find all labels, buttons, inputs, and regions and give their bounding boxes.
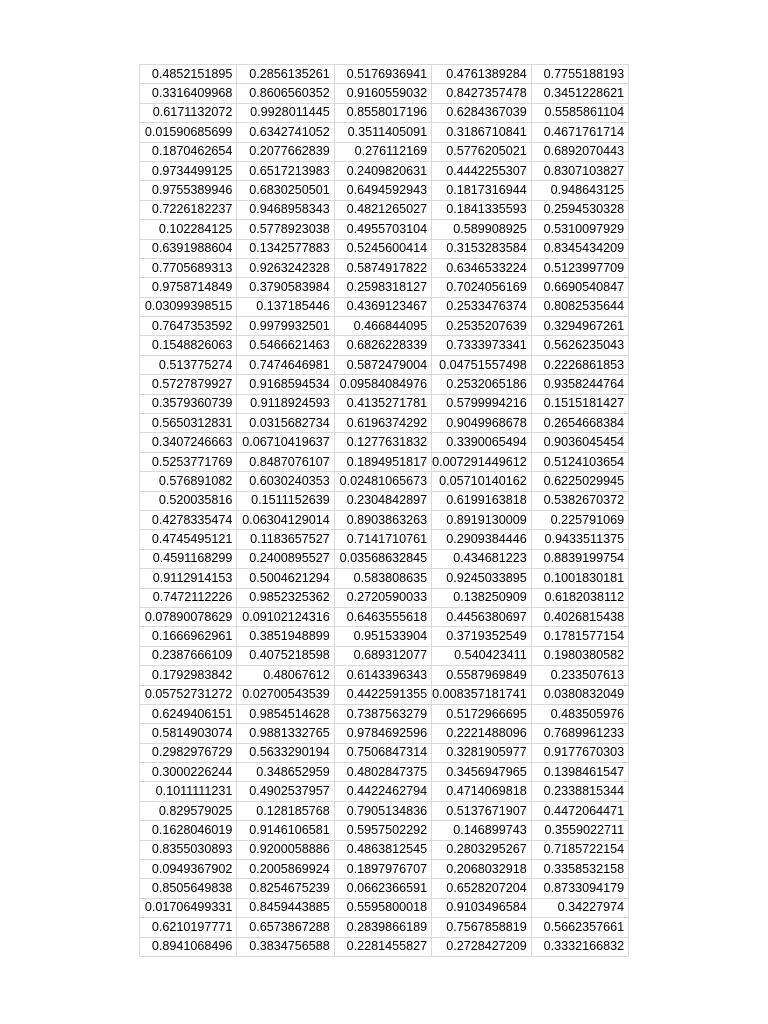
table-cell: 0.4955703104 xyxy=(334,220,431,239)
table-row xyxy=(140,724,629,743)
table-cell: 0.7689961233 xyxy=(531,724,628,743)
table-cell: 0.5776205021 xyxy=(432,142,532,161)
table-cell: 0.1515181427 xyxy=(531,394,628,413)
table-cell: 0.6517213983 xyxy=(237,161,334,180)
table-cell: 0.5245600414 xyxy=(334,239,431,258)
table-row xyxy=(140,607,629,626)
table-cell: 0.9852325362 xyxy=(237,588,334,607)
table-cell: 0.8606560352 xyxy=(237,84,334,103)
table-cell: 0.9200058886 xyxy=(237,840,334,859)
table-cell: 0.233507613 xyxy=(531,666,628,685)
table-cell: 0.5004621294 xyxy=(237,569,334,588)
table-cell: 0.2720590033 xyxy=(334,588,431,607)
table-cell: 0.6284367039 xyxy=(432,103,532,122)
table-cell: 0.7506847314 xyxy=(334,743,431,762)
table-cell: 0.5633290194 xyxy=(237,743,334,762)
table-cell: 0.951533904 xyxy=(334,627,431,646)
table-cell: 0.948643125 xyxy=(531,181,628,200)
table-cell: 0.5595800018 xyxy=(334,898,431,917)
table-row xyxy=(140,123,629,142)
table-cell: 0.6826228339 xyxy=(334,336,431,355)
table-cell: 0.9784692596 xyxy=(334,724,431,743)
table-cell: 0.9755389946 xyxy=(140,181,237,200)
table-cell: 0.583808635 xyxy=(334,569,431,588)
table-cell: 0.9177670303 xyxy=(531,743,628,762)
table-row xyxy=(140,375,629,394)
table-cell: 0.9979932501 xyxy=(237,317,334,336)
table-row xyxy=(140,937,629,956)
table-cell: 0.4902537957 xyxy=(237,782,334,801)
table-cell: 0.02481065673 xyxy=(334,472,431,491)
table-cell: 0.3559022711 xyxy=(531,821,628,840)
table-cell: 0.007291449612 xyxy=(432,452,532,471)
table-cell: 0.7226182237 xyxy=(140,200,237,219)
table-cell: 0.7567858819 xyxy=(432,918,532,937)
table-cell: 0.5662357661 xyxy=(531,918,628,937)
table-row xyxy=(140,142,629,161)
table-cell: 0.3332166832 xyxy=(531,937,628,956)
table-cell: 0.7647353592 xyxy=(140,317,237,336)
table-cell: 0.4821265027 xyxy=(334,200,431,219)
table-row xyxy=(140,161,629,180)
table-cell: 0.2594530328 xyxy=(531,200,628,219)
table-cell: 0.5172966695 xyxy=(432,704,532,723)
table-cell: 0.4369123467 xyxy=(334,297,431,316)
table-row xyxy=(140,782,629,801)
table-cell: 0.5137671907 xyxy=(432,801,532,820)
table-cell: 0.1398461547 xyxy=(531,763,628,782)
table-cell: 0.3456947965 xyxy=(432,763,532,782)
table-cell: 0.5778923038 xyxy=(237,220,334,239)
table-cell: 0.5872479004 xyxy=(334,355,431,374)
table-cell: 0.1548826063 xyxy=(140,336,237,355)
table-cell: 0.0662366591 xyxy=(334,879,431,898)
table-cell: 0.5466621463 xyxy=(237,336,334,355)
table-cell: 0.8082535644 xyxy=(531,297,628,316)
table-cell: 0.3407246663 xyxy=(140,433,237,452)
table-cell: 0.2005869924 xyxy=(237,860,334,879)
table-cell: 0.6494592943 xyxy=(334,181,431,200)
table-cell: 0.4745495121 xyxy=(140,530,237,549)
data-table xyxy=(139,64,629,957)
table-cell: 0.4026815438 xyxy=(531,607,628,626)
table-cell: 0.5626235043 xyxy=(531,336,628,355)
table-cell: 0.03568632845 xyxy=(334,549,431,568)
table-cell: 0.6342741052 xyxy=(237,123,334,142)
table-cell: 0.5382670372 xyxy=(531,491,628,510)
table-cell: 0.483505976 xyxy=(531,704,628,723)
table-cell: 0.01706499331 xyxy=(140,898,237,917)
table-cell: 0.276112169 xyxy=(334,142,431,161)
table-cell: 0.9103496584 xyxy=(432,898,532,917)
table-cell: 0.4591168299 xyxy=(140,549,237,568)
table-row xyxy=(140,491,629,510)
table-cell: 0.2281455827 xyxy=(334,937,431,956)
table-cell: 0.5123997709 xyxy=(531,258,628,277)
table-cell: 0.520035816 xyxy=(140,491,237,510)
table-row xyxy=(140,200,629,219)
table-cell: 0.128185768 xyxy=(237,801,334,820)
table-cell: 0.1666962961 xyxy=(140,627,237,646)
table-cell: 0.3834756588 xyxy=(237,937,334,956)
table-row xyxy=(140,646,629,665)
table-cell: 0.5124103654 xyxy=(531,452,628,471)
table-row xyxy=(140,220,629,239)
table-cell: 0.9160559032 xyxy=(334,84,431,103)
table-cell: 0.2598318127 xyxy=(334,278,431,297)
table-cell: 0.06710419637 xyxy=(237,433,334,452)
table-cell: 0.9118924593 xyxy=(237,394,334,413)
table-row xyxy=(140,743,629,762)
table-cell: 0.1277631832 xyxy=(334,433,431,452)
table-row xyxy=(140,510,629,529)
table-cell: 0.6030240353 xyxy=(237,472,334,491)
table-row xyxy=(140,821,629,840)
table-row xyxy=(140,840,629,859)
table-cell: 0.4278335474 xyxy=(140,510,237,529)
table-cell: 0.34227974 xyxy=(531,898,628,917)
table-cell: 0.7024056169 xyxy=(432,278,532,297)
table-cell: 0.1980380582 xyxy=(531,646,628,665)
table-cell: 0.146899743 xyxy=(432,821,532,840)
table-cell: 0.4075218598 xyxy=(237,646,334,665)
table-row xyxy=(140,297,629,316)
table-cell: 0.6830250501 xyxy=(237,181,334,200)
table-cell: 0.6249406151 xyxy=(140,704,237,723)
table-cell: 0.7905134836 xyxy=(334,801,431,820)
table-row xyxy=(140,918,629,937)
table-cell: 0.2068032918 xyxy=(432,860,532,879)
table-cell: 0.4761389284 xyxy=(432,65,532,84)
table-cell: 0.01590685699 xyxy=(140,123,237,142)
table-row xyxy=(140,588,629,607)
table-cell: 0.2221488096 xyxy=(432,724,532,743)
table-cell: 0.8307103827 xyxy=(531,161,628,180)
table-cell: 0.1897976707 xyxy=(334,860,431,879)
table-cell: 0.1792983842 xyxy=(140,666,237,685)
table-cell: 0.576891082 xyxy=(140,472,237,491)
table-row xyxy=(140,278,629,297)
table-cell: 0.3316409968 xyxy=(140,84,237,103)
table-cell: 0.540423411 xyxy=(432,646,532,665)
table-cell: 0.3281905977 xyxy=(432,743,532,762)
table-cell: 0.1511152639 xyxy=(237,491,334,510)
table-cell: 0.2226861853 xyxy=(531,355,628,374)
table-cell: 0.4422462794 xyxy=(334,782,431,801)
table-cell: 0.8254675239 xyxy=(237,879,334,898)
table-cell: 0.434681223 xyxy=(432,549,532,568)
table-cell: 0.3390065494 xyxy=(432,433,532,452)
table-row xyxy=(140,258,629,277)
table-cell: 0.5727879927 xyxy=(140,375,237,394)
table-cell: 0.466844095 xyxy=(334,317,431,336)
table-cell: 0.9468958343 xyxy=(237,200,334,219)
table-cell: 0.1870462654 xyxy=(140,142,237,161)
table-cell: 0.3579360739 xyxy=(140,394,237,413)
table-cell: 0.8355030893 xyxy=(140,840,237,859)
table-cell: 0.9881332765 xyxy=(237,724,334,743)
table-cell: 0.9928011445 xyxy=(237,103,334,122)
table-cell: 0.689312077 xyxy=(334,646,431,665)
table-cell: 0.4442255307 xyxy=(432,161,532,180)
table-cell: 0.8733094179 xyxy=(531,879,628,898)
table-cell: 0.8903863263 xyxy=(334,510,431,529)
table-cell: 0.6143396343 xyxy=(334,666,431,685)
table-cell: 0.138250909 xyxy=(432,588,532,607)
table-cell: 0.137185446 xyxy=(237,297,334,316)
table-cell: 0.8345434209 xyxy=(531,239,628,258)
table-cell: 0.2409820631 xyxy=(334,161,431,180)
table-cell: 0.4671761714 xyxy=(531,123,628,142)
table-cell: 0.5587969849 xyxy=(432,666,532,685)
table-cell: 0.3294967261 xyxy=(531,317,628,336)
table-cell: 0.9433511375 xyxy=(531,530,628,549)
table-cell: 0.2728427209 xyxy=(432,937,532,956)
table-cell: 0.2856135261 xyxy=(237,65,334,84)
table-cell: 0.8427357478 xyxy=(432,84,532,103)
table-cell: 0.1342577883 xyxy=(237,239,334,258)
table-row xyxy=(140,879,629,898)
table-cell: 0.0380832049 xyxy=(531,685,628,704)
table-cell: 0.8919130009 xyxy=(432,510,532,529)
table-cell: 0.9854514628 xyxy=(237,704,334,723)
table-row xyxy=(140,394,629,413)
table-cell: 0.3511405091 xyxy=(334,123,431,142)
table-cell: 0.5799994216 xyxy=(432,394,532,413)
table-cell: 0.3719352549 xyxy=(432,627,532,646)
table-cell: 0.348652959 xyxy=(237,763,334,782)
table-cell: 0.6892070443 xyxy=(531,142,628,161)
table-cell: 0.06304129014 xyxy=(237,510,334,529)
table-cell: 0.4863812545 xyxy=(334,840,431,859)
table-row xyxy=(140,860,629,879)
table-cell: 0.4422591355 xyxy=(334,685,431,704)
table-cell: 0.008357181741 xyxy=(432,685,532,704)
table-cell: 0.2839866189 xyxy=(334,918,431,937)
table-row xyxy=(140,569,629,588)
table-cell: 0.3186710841 xyxy=(432,123,532,142)
table-row xyxy=(140,530,629,549)
table-cell: 0.6573867288 xyxy=(237,918,334,937)
table-cell: 0.5874917822 xyxy=(334,258,431,277)
table-cell: 0.6225029945 xyxy=(531,472,628,491)
table-cell: 0.4802847375 xyxy=(334,763,431,782)
table-cell: 0.8558017196 xyxy=(334,103,431,122)
table-cell: 0.1011111231 xyxy=(140,782,237,801)
table-cell: 0.05710140162 xyxy=(432,472,532,491)
table-cell: 0.0949367902 xyxy=(140,860,237,879)
table-cell: 0.5814903074 xyxy=(140,724,237,743)
table-cell: 0.8487076107 xyxy=(237,452,334,471)
table-cell: 0.7185722154 xyxy=(531,840,628,859)
table-body xyxy=(140,65,629,957)
table-cell: 0.5176936941 xyxy=(334,65,431,84)
table-cell: 0.9036045454 xyxy=(531,433,628,452)
table-row xyxy=(140,414,629,433)
table-cell: 0.8839199754 xyxy=(531,549,628,568)
table-row xyxy=(140,103,629,122)
table-cell: 0.3790583984 xyxy=(237,278,334,297)
table-cell: 0.4472064471 xyxy=(531,801,628,820)
table-row xyxy=(140,317,629,336)
table-cell: 0.3851948899 xyxy=(237,627,334,646)
table-cell: 0.6196374292 xyxy=(334,414,431,433)
table-row xyxy=(140,355,629,374)
table-cell: 0.9112914153 xyxy=(140,569,237,588)
table-cell: 0.6391988604 xyxy=(140,239,237,258)
table-cell: 0.7333973341 xyxy=(432,336,532,355)
table-cell: 0.4852151895 xyxy=(140,65,237,84)
table-cell: 0.6463555618 xyxy=(334,607,431,626)
table-cell: 0.05752731272 xyxy=(140,685,237,704)
table-cell: 0.3451228621 xyxy=(531,84,628,103)
table-cell: 0.04751557498 xyxy=(432,355,532,374)
table-cell: 0.9168594534 xyxy=(237,375,334,394)
table-cell: 0.1001830181 xyxy=(531,569,628,588)
table-cell: 0.9245033895 xyxy=(432,569,532,588)
table-cell: 0.6346533224 xyxy=(432,258,532,277)
table-row xyxy=(140,181,629,200)
table-cell: 0.8941068496 xyxy=(140,937,237,956)
table-cell: 0.2077662839 xyxy=(237,142,334,161)
table-cell: 0.1817316944 xyxy=(432,181,532,200)
table-row xyxy=(140,898,629,917)
table-row xyxy=(140,452,629,471)
table-row xyxy=(140,704,629,723)
table-row xyxy=(140,685,629,704)
table-cell: 0.8505649838 xyxy=(140,879,237,898)
table-cell: 0.09102124316 xyxy=(237,607,334,626)
table-cell: 0.2387666109 xyxy=(140,646,237,665)
table-row xyxy=(140,239,629,258)
table-cell: 0.7387563279 xyxy=(334,704,431,723)
table-row xyxy=(140,666,629,685)
table-cell: 0.3358532158 xyxy=(531,860,628,879)
table-cell: 0.2532065186 xyxy=(432,375,532,394)
table-cell: 0.2909384446 xyxy=(432,530,532,549)
table-cell: 0.9358244764 xyxy=(531,375,628,394)
table-cell: 0.102284125 xyxy=(140,220,237,239)
table-cell: 0.589908925 xyxy=(432,220,532,239)
table-row xyxy=(140,336,629,355)
table-row xyxy=(140,627,629,646)
table-cell: 0.9734499125 xyxy=(140,161,237,180)
table-cell: 0.6182038112 xyxy=(531,588,628,607)
table-cell: 0.9049968678 xyxy=(432,414,532,433)
table-cell: 0.2803295267 xyxy=(432,840,532,859)
table-cell: 0.4135271781 xyxy=(334,394,431,413)
table-cell: 0.1628046019 xyxy=(140,821,237,840)
table-cell: 0.1183657527 xyxy=(237,530,334,549)
table-row xyxy=(140,549,629,568)
table-cell: 0.3153283584 xyxy=(432,239,532,258)
table-cell: 0.5310097929 xyxy=(531,220,628,239)
table-cell: 0.6171132072 xyxy=(140,103,237,122)
table-row xyxy=(140,65,629,84)
table-cell: 0.5585861104 xyxy=(531,103,628,122)
table-row xyxy=(140,763,629,782)
table-cell: 0.5957502292 xyxy=(334,821,431,840)
table-cell: 0.2304842897 xyxy=(334,491,431,510)
table-row xyxy=(140,801,629,820)
table-cell: 0.8459443885 xyxy=(237,898,334,917)
table-cell: 0.2400895527 xyxy=(237,549,334,568)
table-cell: 0.5650312831 xyxy=(140,414,237,433)
table-cell: 0.6528207204 xyxy=(432,879,532,898)
table-cell: 0.9263242328 xyxy=(237,258,334,277)
table-cell: 0.03099398515 xyxy=(140,297,237,316)
table-row xyxy=(140,433,629,452)
table-cell: 0.6199163818 xyxy=(432,491,532,510)
table-cell: 0.2654668384 xyxy=(531,414,628,433)
table-cell: 0.7472112226 xyxy=(140,588,237,607)
table-cell: 0.1781577154 xyxy=(531,627,628,646)
table-cell: 0.9146106581 xyxy=(237,821,334,840)
table-cell: 0.6210197771 xyxy=(140,918,237,937)
table-cell: 0.4714069818 xyxy=(432,782,532,801)
table-cell: 0.225791069 xyxy=(531,510,628,529)
table-cell: 0.2535207639 xyxy=(432,317,532,336)
table-cell: 0.2982976729 xyxy=(140,743,237,762)
table-cell: 0.7705689313 xyxy=(140,258,237,277)
table-cell: 0.2338815344 xyxy=(531,782,628,801)
table-cell: 0.6690540847 xyxy=(531,278,628,297)
table-row xyxy=(140,84,629,103)
table-cell: 0.5253771769 xyxy=(140,452,237,471)
table-cell: 0.7141710761 xyxy=(334,530,431,549)
table-cell: 0.1841335593 xyxy=(432,200,532,219)
table-cell: 0.9758714849 xyxy=(140,278,237,297)
table-cell: 0.7755188193 xyxy=(531,65,628,84)
table-cell: 0.7474646981 xyxy=(237,355,334,374)
table-cell: 0.02700543539 xyxy=(237,685,334,704)
table-cell: 0.09584084976 xyxy=(334,375,431,394)
table-cell: 0.2533476374 xyxy=(432,297,532,316)
table-cell: 0.3000226244 xyxy=(140,763,237,782)
table-cell: 0.1894951817 xyxy=(334,452,431,471)
table-cell: 0.4456380697 xyxy=(432,607,532,626)
table-cell: 0.0315682734 xyxy=(237,414,334,433)
table-cell: 0.829579025 xyxy=(140,801,237,820)
table-cell: 0.513775274 xyxy=(140,355,237,374)
table-row xyxy=(140,472,629,491)
table-cell: 0.07890078629 xyxy=(140,607,237,626)
table-cell: 0.48067612 xyxy=(237,666,334,685)
